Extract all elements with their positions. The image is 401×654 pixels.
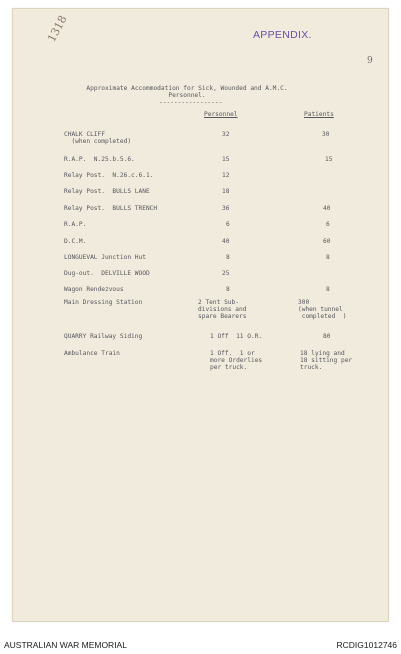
title-line-2: Personnel.	[168, 92, 206, 99]
row-patients-ambulance-train: 18 lying and 18 sitting per truck.	[300, 350, 353, 371]
document-title	[82, 85, 292, 99]
row-patients-dcm: 60	[323, 238, 331, 245]
row-personnel-main-dressing-station: 2 Tent Sub- divisions and spare Bearers	[198, 299, 247, 320]
row-patients-longueval: 8	[326, 254, 330, 261]
row-patients-rap-n25: 15	[325, 156, 333, 163]
row-personnel-chalk-cliff: 32	[222, 131, 230, 138]
row-patients-quarry-railway-siding: 80	[323, 333, 331, 340]
row-personnel-relay-bulls-trench: 36	[222, 205, 230, 212]
column-header-personnel: Personnel	[204, 111, 238, 118]
row-patients-chalk-cliff: 30	[322, 131, 330, 138]
footer-record-id: RCDIG1012746	[336, 640, 397, 650]
row-personnel-wagon-rendezvous: 8	[226, 286, 230, 293]
row-personnel-quarry-railway-siding: 1 Off 11 O.R.	[210, 333, 263, 340]
row-label-ambulance-train: Ambulance Train	[64, 350, 120, 357]
row-label-longueval: LONGUEVAL Junction Hut	[64, 254, 146, 261]
row-personnel-delville-wood: 25	[222, 270, 230, 277]
row-personnel-relay-n26: 12	[222, 172, 230, 179]
row-personnel-relay-bulls-lane: 18	[222, 188, 230, 195]
row-personnel-rap: 6	[226, 221, 230, 228]
page-number: 9	[367, 56, 373, 66]
row-label-relay-bulls-trench: Relay Post. BULLS TRENCH	[64, 205, 158, 212]
row-label-dcm: D.C.M.	[64, 238, 87, 245]
row-label-rap-n25: R.A.P. N.25.b.5.6.	[64, 156, 135, 163]
folio-number: 1318	[45, 13, 70, 45]
appendix-stamp: APPENDIX.	[253, 29, 312, 41]
row-patients-relay-bulls-trench: 40	[323, 205, 331, 212]
row-patients-main-dressing-station: 300 (when tunnel completed )	[298, 299, 347, 320]
row-label-wagon-rendezvous: Wagon Rendezvous	[64, 286, 124, 293]
column-header-patients: Patients	[304, 111, 334, 118]
row-patients-wagon-rendezvous: 8	[326, 286, 330, 293]
row-label-delville-wood: Dug-out. DELVILLE WOOD	[64, 270, 150, 277]
row-personnel-ambulance-train: 1 Off. 1 or more Orderlies per truck.	[210, 350, 263, 371]
row-label-chalk-cliff: CHALK CLIFF (when completed)	[64, 131, 132, 145]
footer-institution: AUSTRALIAN WAR MEMORIAL	[4, 640, 127, 650]
row-patients-rap: 6	[326, 221, 330, 228]
row-label-relay-n26: Relay Post. N.26.c.6.1.	[64, 172, 154, 179]
row-personnel-dcm: 40	[222, 238, 230, 245]
row-label-relay-bulls-lane: Relay Post. BULLS LANE	[64, 188, 150, 195]
row-personnel-longueval: 8	[226, 254, 230, 261]
row-label-main-dressing-station: Main Dressing Station	[64, 299, 143, 306]
row-label-quarry-railway-siding: QUARRY Railway Siding	[64, 333, 143, 340]
title-line-1: Approximate Accommodation for Sick, Wounded and A.M.C.	[86, 85, 288, 92]
row-label-rap: R.A.P.	[64, 221, 87, 228]
title-rule: -----------------	[159, 99, 223, 106]
row-personnel-rap-n25: 15	[222, 156, 230, 163]
